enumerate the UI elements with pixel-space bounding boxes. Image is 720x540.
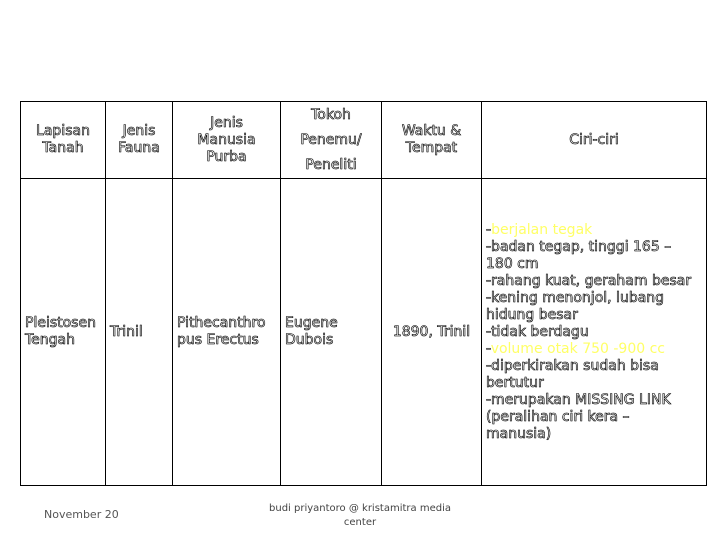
cell-ciri-ciri <box>482 179 707 486</box>
cell-waktu-tempat: 1890, Trinil <box>382 179 482 486</box>
footer-date: November 20 <box>44 508 119 521</box>
cell-jenis-fauna: Trinil <box>106 179 173 486</box>
ciri-item: -tidak berdagu <box>486 323 589 340</box>
table-row <box>21 179 707 486</box>
header-ciri-ciri: Ciri-ciri <box>482 102 707 179</box>
ciri-item: -rahang kuat, geraham besar <box>486 272 692 289</box>
footer-credit: budi priyantoro @ kristamitra media center <box>269 503 451 528</box>
ciri-item: -berjalan tegak <box>486 221 593 238</box>
header-waktu-tempat: Waktu & Tempat <box>382 102 482 179</box>
cell-lapisan-tanah: Pleistosen Tengah <box>21 179 106 486</box>
header-jenis-manusia-purba: Jenis Manusia Purba <box>173 102 281 179</box>
header-lapisan-tanah: Lapisan Tanah <box>21 102 106 179</box>
header-jenis-fauna: Jenis Fauna <box>106 102 173 179</box>
table-header-row <box>21 102 707 179</box>
ciri-item: -diperkirakan sudah bisa bertutur <box>486 357 659 391</box>
ciri-item: -badan tegap, tinggi 165 – 180 cm <box>486 238 672 272</box>
prehistoric-human-table <box>20 101 707 486</box>
header-tokoh-penemu: Tokoh Penemu/ Peneliti <box>281 102 382 179</box>
ciri-item: -merupakan MISSING LINK (peralihan ciri kera – manusia) <box>486 391 671 442</box>
cell-tokoh-penemu: Eugene Dubois <box>281 179 382 486</box>
ciri-item: -volume otak 750 -900 cc <box>486 340 665 357</box>
cell-jenis-manusia-purba: Pithecanthro pus Erectus <box>173 179 281 486</box>
ciri-item: -kening menonjol, lubang hidung besar <box>486 289 665 323</box>
